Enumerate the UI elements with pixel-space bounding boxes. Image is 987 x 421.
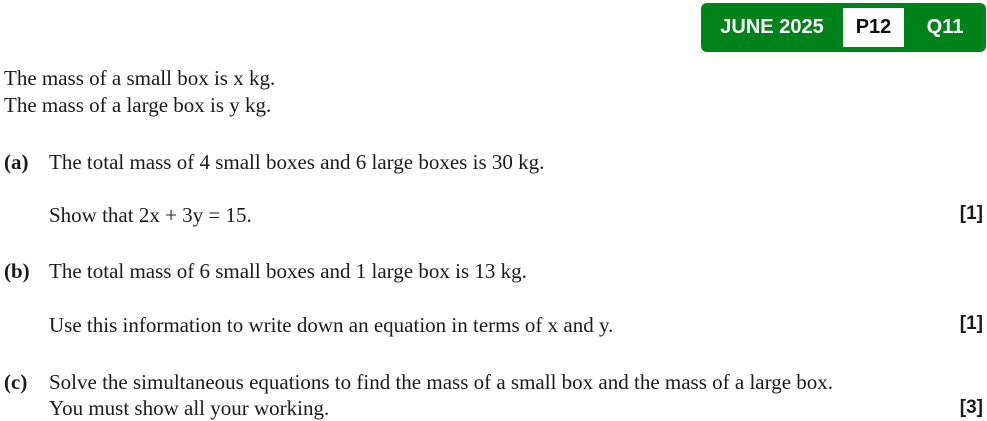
part-a-marks: [1]	[959, 203, 983, 224]
part-c-task: You must show all your working.	[49, 396, 330, 420]
part-c-label: (c)	[4, 370, 28, 394]
question-number-label: Q11	[926, 16, 964, 38]
intro-line-small-box: The mass of a small box is x kg.	[4, 66, 276, 90]
part-b-marks: [1]	[959, 313, 983, 334]
paper-number-label: P12	[843, 8, 904, 47]
part-a-task: Show that 2x + 3y = 15.	[49, 203, 252, 227]
question-reference-badge	[701, 3, 986, 52]
part-c-marks: [3]	[959, 397, 983, 418]
intro-line-large-box: The mass of a large box is y kg.	[4, 93, 272, 117]
part-a-label: (a)	[4, 150, 29, 174]
part-b-label: (b)	[4, 259, 30, 283]
part-a-statement: The total mass of 4 small boxes and 6 large boxes is 30 kg.	[49, 150, 545, 174]
exam-session-label: JUNE 2025	[720, 16, 824, 38]
part-b-statement: The total mass of 6 small boxes and 1 large box is 13 kg.	[49, 259, 527, 283]
part-b-task: Use this information to write down an equation in terms of x and y.	[49, 313, 614, 337]
part-c-statement: Solve the simultaneous equations to find the mass of a small box and the mass of a large box.	[49, 370, 834, 394]
